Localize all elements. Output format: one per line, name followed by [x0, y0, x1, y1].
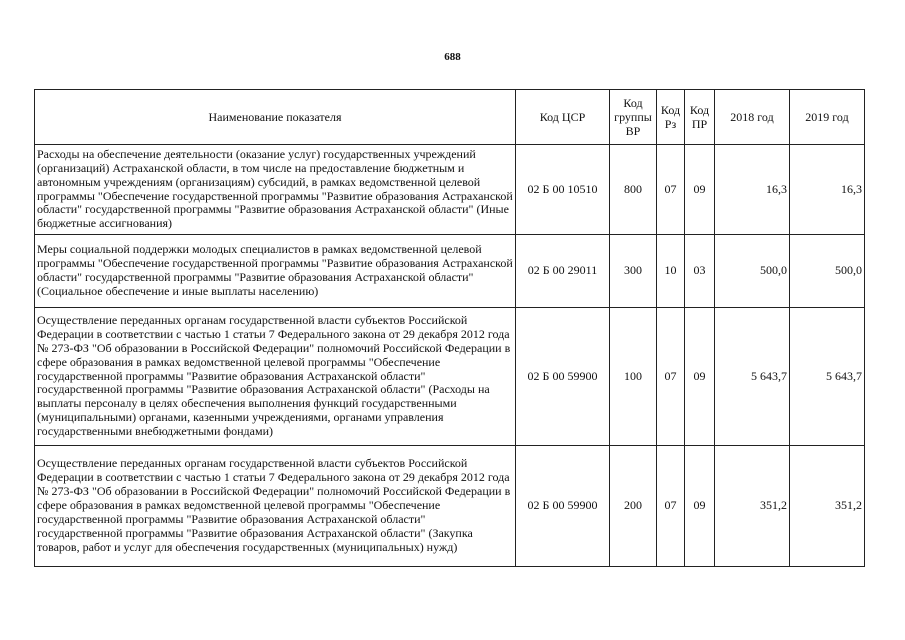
row-pr: 03: [685, 235, 715, 308]
table-header-row: [35, 90, 865, 145]
row-vr: 100: [610, 308, 657, 446]
row-2019: 500,0: [790, 235, 865, 308]
header-2018: 2018 год: [715, 90, 790, 145]
row-2019: 5 643,7: [790, 308, 865, 446]
row-2018: 351,2: [715, 446, 790, 567]
row-vr: 200: [610, 446, 657, 567]
row-pr: 09: [685, 446, 715, 567]
row-2018: 16,3: [715, 145, 790, 235]
header-2019: 2019 год: [790, 90, 865, 145]
header-rz: Код Рз: [657, 90, 685, 145]
header-vr: Код группы ВР: [610, 90, 657, 145]
row-2019: 16,3: [790, 145, 865, 235]
row-rz: 10: [657, 235, 685, 308]
row-name: Меры социальной поддержки молодых специалистов в рамках ведомственной целевой программы "Обеспечение государственной программы "Развитие образования Астраханской области" государственной программы "Развитие образования Астраханской области" (Социальное обеспечение и иные выплаты населению): [35, 235, 516, 308]
table-row: [35, 235, 865, 308]
row-vr: 300: [610, 235, 657, 308]
table-row: [35, 446, 865, 567]
row-csr: 02 Б 00 10510: [516, 145, 610, 235]
page-number: 688: [444, 51, 461, 63]
row-vr: 800: [610, 145, 657, 235]
row-name: Осуществление переданных органам государственной власти субъектов Российской Федерации в соответствии с частью 1 статьи 7 Федерального закона от 29 декабря 2012 года № 273-ФЗ "Об образовании в Российской Федерации" полномочий Российской Федерации в сфере образования в рамках ведомственной целевой программы "Обеспечение государственной программы "Развитие образования Астраханской области" государственной программы "Развитие образования Астраханской области" (Закупка товаров, работ и услуг для обеспечения государственных (муниципальных) нужд): [35, 446, 516, 567]
row-rz: 07: [657, 446, 685, 567]
header-name: Наименование показателя: [35, 90, 516, 145]
table-row: [35, 308, 865, 446]
row-pr: 09: [685, 145, 715, 235]
row-name: Расходы на обеспечение деятельности (оказание услуг) государственных учреждений (организаций) Астраханской области, в том числе на предоставление бюджетным и автономным учреждениям (организациям) субсидий, в рамках ведомственной целевой программы "Обеспечение государственной программы "Развитие образования Астраханской области" государственной программы "Развитие образования Астраханской области" (Иные бюджетные ассигнования): [35, 145, 516, 235]
row-rz: 07: [657, 308, 685, 446]
table-row: [35, 145, 865, 235]
row-2018: 5 643,7: [715, 308, 790, 446]
row-2018: 500,0: [715, 235, 790, 308]
row-2019: 351,2: [790, 446, 865, 567]
row-csr: 02 Б 00 59900: [516, 446, 610, 567]
row-csr: 02 Б 00 59900: [516, 308, 610, 446]
header-csr: Код ЦСР: [516, 90, 610, 145]
row-name: Осуществление переданных органам государственной власти субъектов Российской Федерации в соответствии с частью 1 статьи 7 Федерального закона от 29 декабря 2012 года № 273-ФЗ "Об образовании в Российской Федерации" полномочий Российской Федерации в сфере образования в рамках ведомственной целевой программы "Обеспечение государственной программы "Развитие образования Астраханской области" государственной программы "Развитие образования Астраханской области" (Расходы на выплаты персоналу в целях обеспечения выполнения функций государственными (муниципальными) органами, казенными учреждениями, органами управления государственными внебюджетными фондами): [35, 308, 516, 446]
header-pr: Код ПР: [685, 90, 715, 145]
row-pr: 09: [685, 308, 715, 446]
row-rz: 07: [657, 145, 685, 235]
row-csr: 02 Б 00 29011: [516, 235, 610, 308]
budget-table: [34, 89, 865, 567]
